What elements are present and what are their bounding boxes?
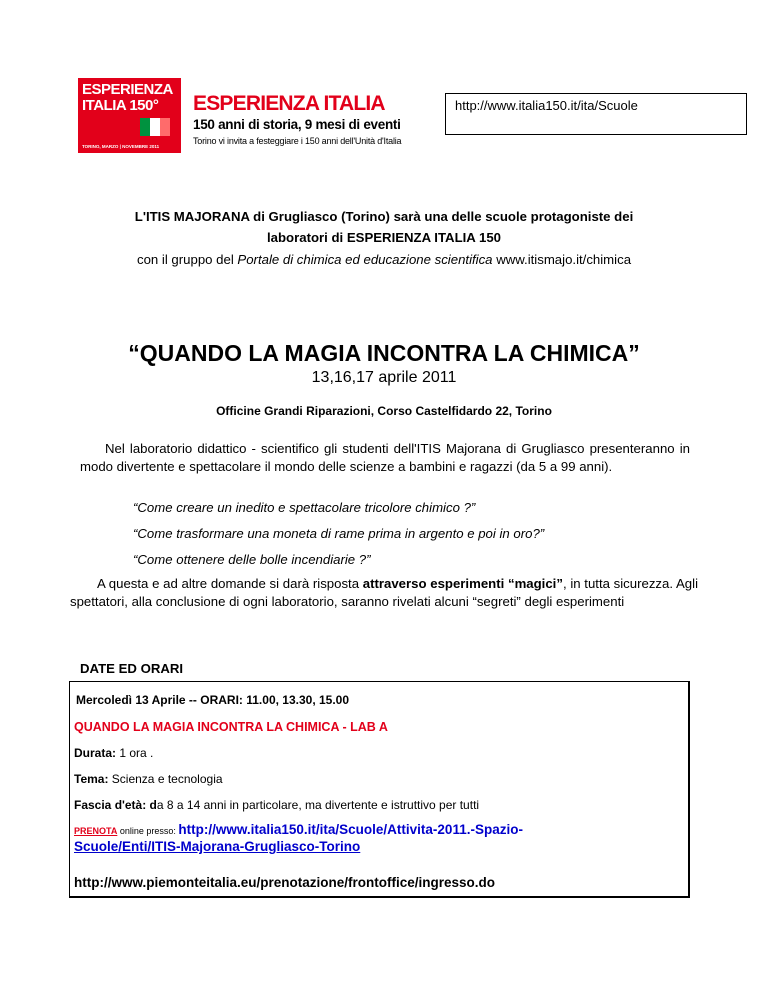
answer-pre: A questa e ad altre domande si darà risposta [97, 576, 363, 591]
prenota-url-link-1[interactable]: http://www.italia150.it/ita/Scuole/Attivita-2011.-Spazio- [178, 822, 523, 837]
portal-name: Portale di chimica ed educazione scientifica [237, 252, 493, 267]
answer-bold: attraverso esperimenti “magici” [362, 576, 563, 591]
lab-title: QUANDO LA MAGIA INCONTRA LA CHIMICA - LAB A [74, 720, 388, 734]
prenota-link[interactable]: PRENOTA [74, 826, 118, 836]
question-3: “Come ottenere delle bolle incendiarie ?” [133, 552, 371, 567]
question-2: “Come trasformare una moneta di rame prima in argento e poi in oro?” [133, 526, 545, 541]
answer-post: , in tutta sicurezza. Agli spettatori, alla conclusione di ogni laboratorio, saranno rivelati alcuni “segreti” degli esperimenti [70, 576, 698, 609]
question-1: “Come creare un inedito e spettacolare tricolore chimico ?” [133, 500, 476, 515]
tema-value: Scienza e tecnologia [108, 772, 223, 786]
brand-title: ESPERIENZA ITALIA [193, 92, 385, 115]
flag-green-icon [140, 118, 150, 136]
answer-paragraph [70, 575, 698, 610]
durata-row [74, 746, 153, 760]
schedule-box [69, 681, 690, 898]
prenota-row [74, 822, 523, 855]
schedule-day: Mercoledì 13 Aprile -- ORARI: 11.00, 13.30, 15.00 [76, 693, 350, 707]
intro-line-2: laboratori di ESPERIENZA ITALIA 150 [267, 230, 501, 245]
description-paragraph [80, 440, 690, 475]
venue: Officine Grandi Riparazioni, Corso Castelfidardo 22, Torino [216, 404, 552, 418]
flag-red-icon [160, 118, 170, 136]
brand-tagline: Torino vi invita a festeggiare i 150 anni dell'Unità d'Italia [193, 136, 402, 146]
prenota-url-link-2[interactable]: Scuole/Enti/ITIS-Majorana-Grugliasco-Torino [74, 839, 361, 854]
flag-white-icon [150, 118, 160, 136]
eta-value: a 8 a 14 anni in particolare, ma divertente e istruttivo per tutti [156, 798, 480, 812]
eta-label: Fascia d'età: d [74, 798, 157, 812]
intro-line-3-pre: con il gruppo del [136, 252, 238, 267]
intro-line-3 [0, 252, 768, 267]
section-title: DATE ED ORARI [80, 661, 184, 676]
tema-label: Tema: [74, 772, 109, 786]
prenota-text: online presso: [117, 826, 179, 836]
headline: “QUANDO LA MAGIA INCONTRA LA CHIMICA” [128, 340, 640, 366]
intro-line-1: L'ITIS MAJORANA di Grugliasco (Torino) sarà una delle scuole protagoniste dei [134, 209, 634, 224]
brand-subtitle: 150 anni di storia, 9 mesi di eventi [193, 117, 401, 132]
esperienza-italia-logo [78, 78, 181, 153]
logo-sub: TORINO, MARZO | NOVEMBRE 2011 [82, 144, 160, 149]
logo-line2: ITALIA 150° [82, 97, 159, 114]
eta-row [74, 798, 479, 812]
piemonte-url-link[interactable]: http://www.piemonteitalia.eu/prenotazione/frontoffice/ingresso.do [74, 875, 496, 890]
url-box [445, 93, 747, 135]
durata-label: Durata: [74, 746, 117, 760]
logo-line1: ESPERIENZA [82, 81, 173, 98]
portal-url-link[interactable]: www.itismajo.it/chimica [492, 252, 632, 267]
durata-value: 1 ora . [116, 746, 154, 760]
description-text: Nel laboratorio didattico - scientifico gli studenti dell'ITIS Majorana di Grugliasco presenteranno in modo divertente e spettacolare il mondo delle scienze a bambini e ragazzi (da 5 a 99 anni). [80, 441, 690, 474]
tema-row [74, 772, 223, 786]
event-dates: 13,16,17 aprile 2011 [311, 369, 457, 386]
scuole-url-link[interactable]: http://www.italia150.it/ita/Scuole [455, 98, 638, 113]
